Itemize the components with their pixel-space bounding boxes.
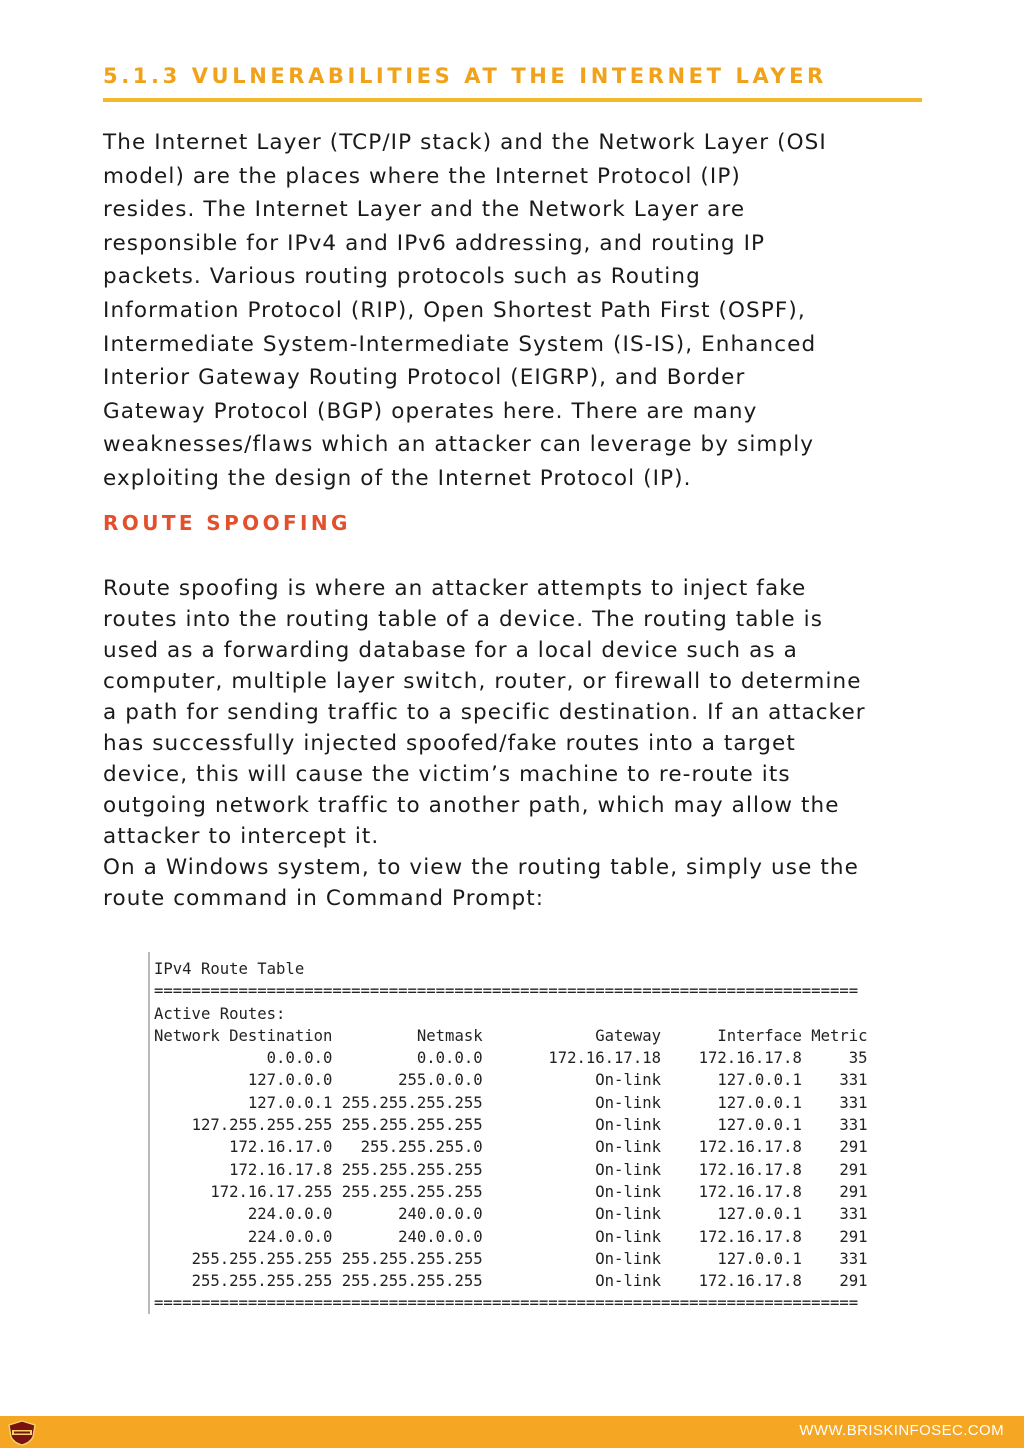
col-network-destination: 127.0.0.1 [247, 1093, 333, 1112]
col-netmask: 255.255.255.255 [341, 1160, 483, 1179]
col-metric: 331 [839, 1249, 868, 1268]
route-spoofing-line: On a Windows system, to view the routing table, simply use the [103, 855, 859, 880]
route-spoofing-paragraph [103, 573, 933, 914]
col-netmask: 255.255.255.255 [341, 1116, 483, 1135]
route-spoofing-line: a path for sending traffic to a specific destination. If an attacker [103, 700, 866, 725]
col-netmask: 255.255.255.255 [341, 1272, 483, 1291]
heading-rule [103, 98, 922, 102]
col-gateway: 172.16.17.18 [548, 1049, 661, 1068]
route-table-row [154, 1183, 868, 1201]
route-table-header [154, 1027, 868, 1045]
col-gateway: On-link [595, 1071, 661, 1090]
route-table-title: IPv4 Route Table [154, 960, 305, 978]
route-spoofing-heading: ROUTE SPOOFING [103, 511, 351, 535]
col-metric: 331 [839, 1205, 868, 1224]
col-network-destination: 172.16.17.255 [210, 1182, 333, 1201]
route-spoofing-line: Route spoofing is where an attacker attempts to inject fake [103, 576, 807, 601]
col-metric: 291 [839, 1160, 868, 1179]
col-network-destination: 127.255.255.255 [191, 1116, 333, 1135]
route-table-row [154, 1094, 868, 1112]
col-network-destination: 255.255.255.255 [191, 1249, 333, 1268]
col-network-destination: 224.0.0.0 [247, 1205, 333, 1224]
col-network-destination: 224.0.0.0 [247, 1227, 333, 1246]
header-gateway: Gateway [595, 1026, 661, 1045]
route-spoofing-line: routes into the routing table of a device. The routing table is [103, 607, 824, 632]
col-gateway: On-link [595, 1160, 661, 1179]
intro-line: resides. The Internet Layer and the Network Layer are [103, 197, 746, 223]
header-interface: Interface [717, 1026, 802, 1045]
route-table-screenshot [148, 952, 902, 1314]
col-netmask: 255.255.255.255 [341, 1249, 483, 1268]
intro-line: responsible for IPv4 and IPv6 addressing, and routing IP [103, 230, 766, 256]
header-network-destination: Network Destination [154, 1026, 333, 1045]
col-metric: 35 [848, 1049, 868, 1068]
col-gateway: On-link [595, 1182, 662, 1201]
intro-line: model) are the places where the Internet Protocol (IP) [103, 163, 741, 189]
col-interface: 172.16.17.8 [698, 1182, 802, 1201]
intro-line: Information Protocol (RIP), Open Shortest Path First (OSPF), [103, 297, 806, 323]
header-netmask: Netmask [416, 1026, 483, 1045]
route-table-row [154, 1138, 868, 1156]
section-heading: 5.1.3 VULNERABILITIES AT THE INTERNET LAYER [103, 64, 827, 88]
col-netmask: 255.255.255.255 [341, 1182, 483, 1201]
col-network-destination: 172.16.17.8 [229, 1160, 333, 1179]
intro-line: Gateway Protocol (BGP) operates here. There are many [103, 398, 758, 424]
header-metric: Metric [811, 1026, 868, 1045]
col-netmask: 255.0.0.0 [398, 1071, 483, 1090]
col-gateway: On-link [595, 1227, 661, 1246]
route-table-row [154, 1071, 868, 1089]
route-spoofing-line: used as a forwarding database for a local device such as a [103, 638, 798, 663]
col-netmask: 240.0.0.0 [398, 1227, 483, 1246]
col-gateway: On-link [595, 1093, 661, 1112]
col-metric: 291 [839, 1227, 868, 1246]
intro-line: packets. Various routing protocols such as Routing [103, 264, 701, 290]
col-interface: 172.16.17.8 [698, 1272, 802, 1291]
col-metric: 331 [839, 1071, 868, 1090]
col-interface: 127.0.0.1 [717, 1249, 802, 1268]
col-network-destination: 172.16.17.0 [229, 1138, 333, 1157]
intro-line: Interior Gateway Routing Protocol (EIGRP), and Border [103, 365, 746, 391]
col-interface: 172.16.17.8 [698, 1138, 802, 1157]
col-gateway: On-link [595, 1249, 661, 1268]
route-table-row [154, 1116, 868, 1134]
intro-line: The Internet Layer (TCP/IP stack) and the Network Layer (OSI [103, 130, 827, 155]
col-metric: 291 [839, 1138, 868, 1157]
briskinfosec-shield-logo-icon [6, 1420, 38, 1446]
col-interface: 127.0.0.1 [717, 1093, 802, 1112]
intro-line: exploiting the design of the Internet Protocol (IP). [103, 465, 692, 491]
col-network-destination: 255.255.255.255 [191, 1272, 333, 1291]
route-spoofing-line: device, this will cause the victim’s machine to re-route its [103, 762, 791, 787]
route-table-row [154, 1272, 868, 1290]
route-table-row [154, 1250, 868, 1268]
col-netmask: 255.255.255.255 [341, 1093, 483, 1112]
route-table-row [154, 1228, 868, 1246]
col-interface: 127.0.0.1 [717, 1205, 802, 1224]
col-interface: 172.16.17.8 [698, 1160, 802, 1179]
col-gateway: On-link [595, 1138, 662, 1157]
route-spoofing-line: outgoing network traffic to another path, which may allow the [103, 793, 840, 818]
footer-url: WWW.BRISKINFOSEC.COM [799, 1422, 1004, 1439]
route-table-separator: =========================================================================== [154, 982, 859, 1001]
col-metric: 291 [839, 1272, 868, 1291]
col-netmask: 240.0.0.0 [398, 1205, 483, 1224]
col-gateway: On-link [595, 1116, 661, 1135]
col-interface: 172.16.17.8 [698, 1227, 802, 1246]
col-netmask: 255.255.255.0 [360, 1138, 483, 1157]
col-gateway: On-link [595, 1205, 661, 1224]
intro-line: weaknesses/flaws which an attacker can leverage by simply [103, 432, 815, 458]
col-interface: 127.0.0.1 [717, 1116, 802, 1135]
col-network-destination: 127.0.0.0 [247, 1071, 333, 1090]
route-table-console [150, 952, 902, 1315]
col-metric: 331 [839, 1116, 868, 1135]
col-interface: 172.16.17.8 [698, 1049, 802, 1068]
route-table-separator: =========================================================================== [154, 1294, 859, 1313]
col-metric: 331 [839, 1093, 868, 1112]
route-spoofing-line: computer, multiple layer switch, router, or firewall to determine [103, 669, 862, 694]
route-spoofing-line: has successfully injected spoofed/fake routes into a target [103, 731, 796, 756]
col-network-destination: 0.0.0.0 [266, 1049, 333, 1068]
route-table-section-label: Active Routes: [154, 1004, 286, 1023]
route-table-row [154, 1161, 868, 1179]
col-interface: 127.0.0.1 [717, 1071, 802, 1090]
route-table-row [154, 1049, 868, 1067]
route-spoofing-line: route command in Command Prompt: [103, 886, 545, 911]
col-gateway: On-link [595, 1272, 661, 1291]
route-spoofing-line: attacker to intercept it. [103, 824, 380, 849]
intro-line: Intermediate System-Intermediate System (IS-IS), Enhanced [103, 331, 817, 357]
col-netmask: 0.0.0.0 [416, 1049, 483, 1068]
intro-paragraph [103, 126, 933, 496]
route-table-row [154, 1205, 868, 1223]
col-metric: 291 [839, 1182, 868, 1201]
